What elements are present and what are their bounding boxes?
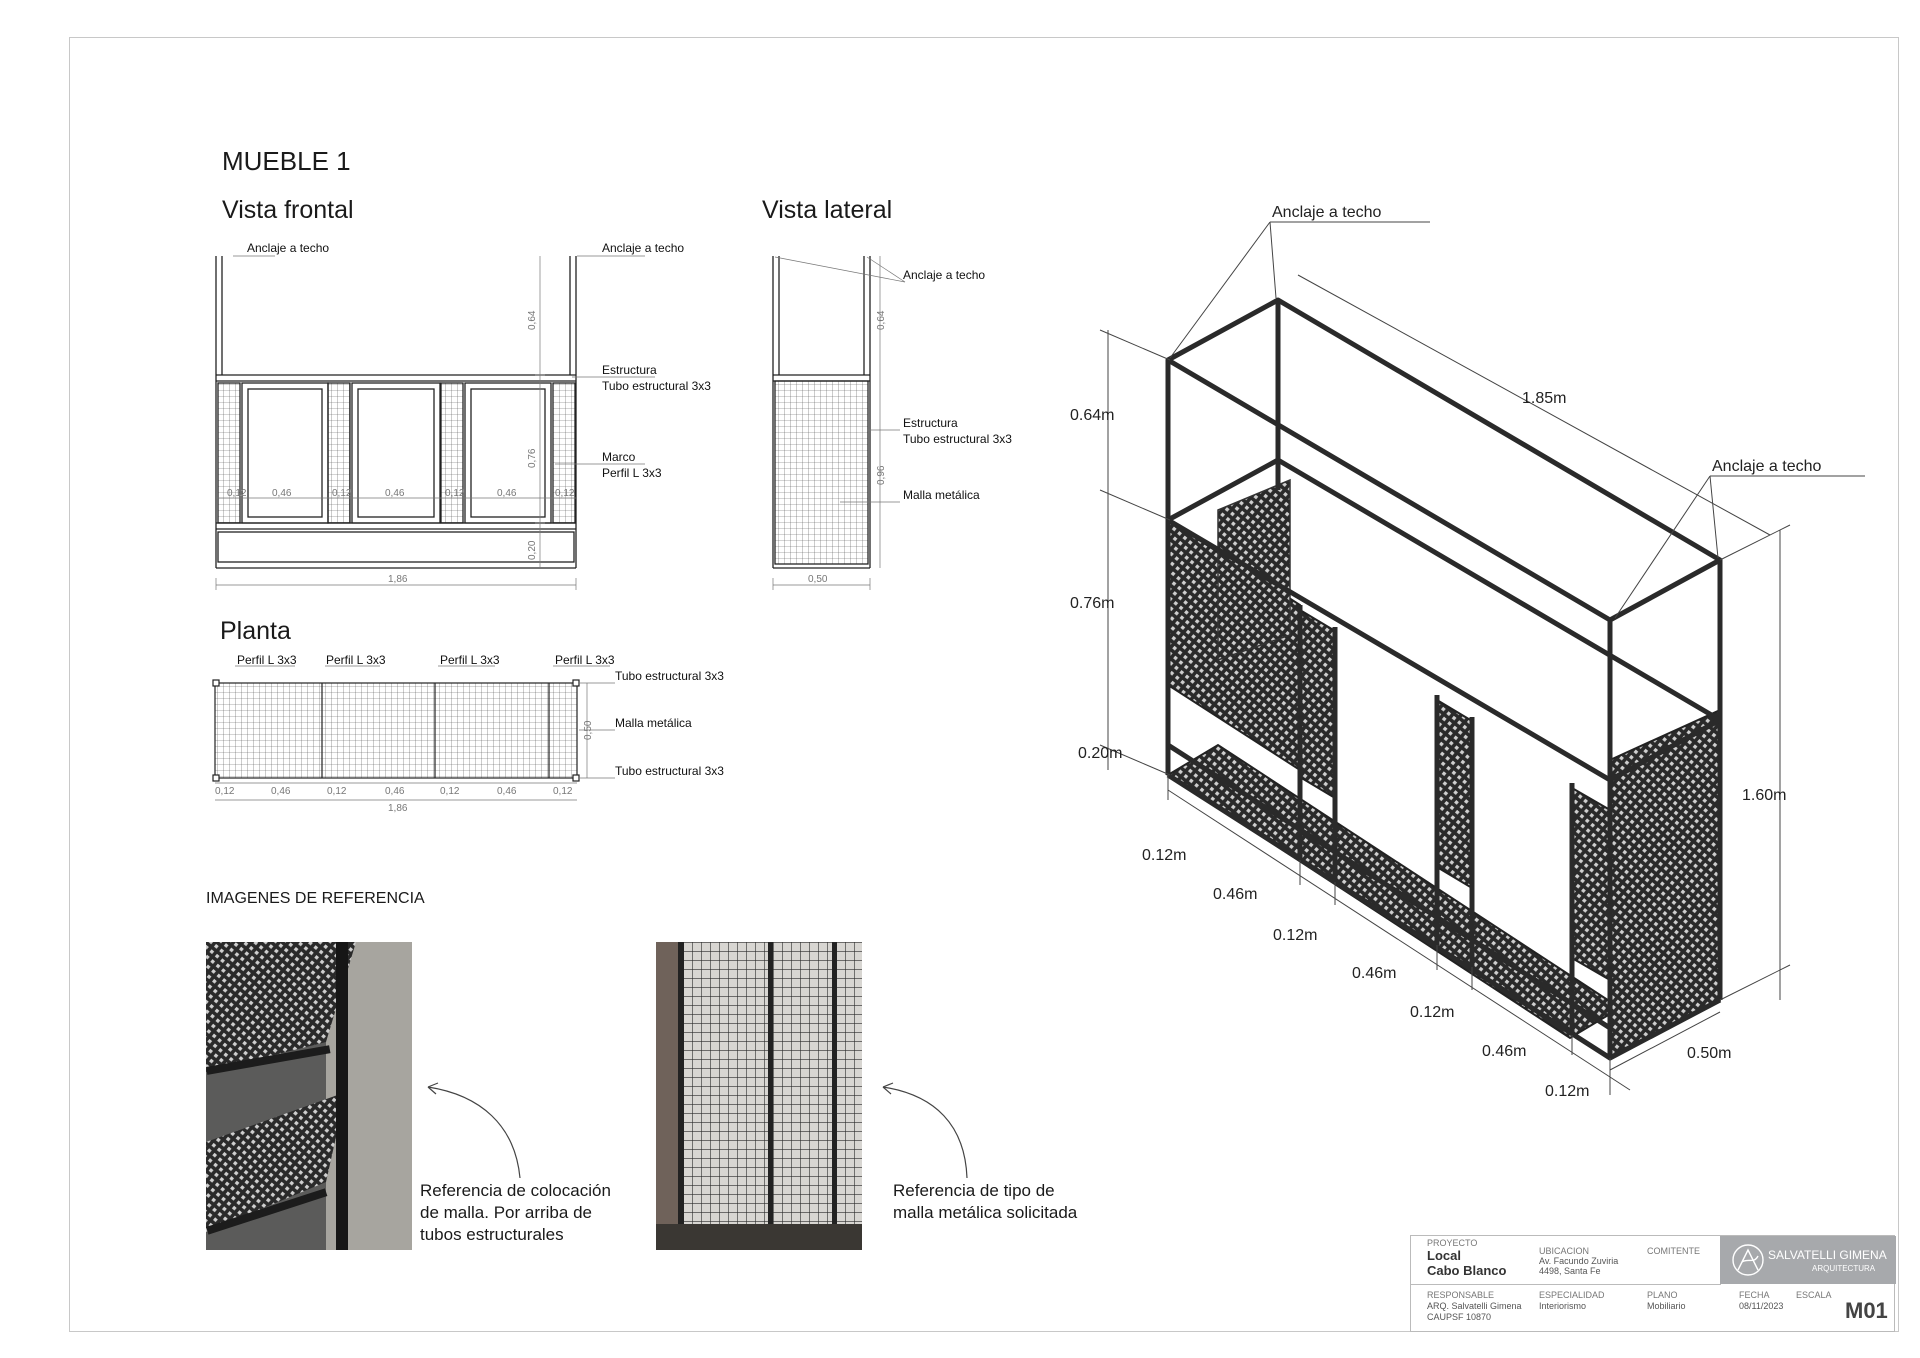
front-dim-076: 0,76 bbox=[527, 448, 538, 468]
front-anchor-right-label: Anclaje a techo bbox=[602, 241, 685, 255]
sheet-title: MUEBLE 1 bbox=[222, 146, 351, 176]
references-header: IMAGENES DE REFERENCIA bbox=[206, 890, 425, 907]
front-dim-total: 1,86 bbox=[388, 574, 408, 585]
iso-length-label: 1.85m bbox=[1522, 390, 1567, 407]
front-dim-012b: 0,12 bbox=[332, 488, 352, 499]
plan-dim-046a: 0,46 bbox=[271, 786, 291, 797]
side-tubo-label: Tubo estructural 3x3 bbox=[903, 432, 1012, 446]
responsable-line-2: CAUPSF 10870 bbox=[1427, 1312, 1492, 1322]
plan-dim-012d: 0,12 bbox=[553, 786, 573, 797]
iso-dim-7: 0.12m bbox=[1545, 1083, 1590, 1100]
plan-dim-total: 1,86 bbox=[388, 803, 408, 814]
proyecto-line-1: Local bbox=[1427, 1248, 1461, 1263]
especialidad-label: ESPECIALIDAD bbox=[1539, 1290, 1605, 1300]
firm-logo-icon bbox=[1730, 1242, 1766, 1278]
plan-dim-046c: 0,46 bbox=[497, 786, 517, 797]
side-dim-width: 0,50 bbox=[808, 574, 828, 585]
responsable-line-1: ARQ. Salvatelli Gimena bbox=[1427, 1301, 1522, 1311]
caption-2-line-1: Referencia de tipo de bbox=[893, 1181, 1055, 1200]
firm-name: SALVATELLI GIMENA bbox=[1768, 1248, 1887, 1262]
front-estructura-label: Estructura bbox=[602, 363, 657, 377]
iso-h-total-label: 1.60m bbox=[1742, 787, 1787, 804]
side-dim-096: 0,96 bbox=[876, 465, 887, 485]
front-dim-020: 0,20 bbox=[527, 540, 538, 560]
ubicacion-line-2: 4498, Santa Fe bbox=[1539, 1266, 1601, 1276]
iso-dim-2: 0.46m bbox=[1213, 886, 1258, 903]
reference-caption-1 bbox=[420, 1180, 611, 1246]
plan-dim-012b: 0,12 bbox=[327, 786, 347, 797]
front-marco-label: Marco bbox=[602, 450, 636, 464]
front-tubo-label: Tubo estructural 3x3 bbox=[602, 379, 711, 393]
proyecto-line-2: Cabo Blanco bbox=[1427, 1263, 1507, 1278]
iso-h-mid-label: 0.76m bbox=[1070, 595, 1115, 612]
plan-dim-012c: 0,12 bbox=[440, 786, 460, 797]
reference-photo-1 bbox=[206, 942, 412, 1250]
iso-dim-1: 0.12m bbox=[1142, 847, 1187, 864]
caption-1-line-1: Referencia de colocación bbox=[420, 1181, 611, 1200]
plan-perfil-4: Perfil L 3x3 bbox=[555, 653, 615, 667]
title-block bbox=[1410, 1235, 1895, 1332]
plan-dim-046b: 0,46 bbox=[385, 786, 405, 797]
plano-value: Mobiliario bbox=[1647, 1301, 1686, 1311]
iso-dim-6: 0.46m bbox=[1482, 1043, 1527, 1060]
front-anchor-left-label: Anclaje a techo bbox=[247, 241, 330, 255]
fecha-label: FECHA bbox=[1739, 1290, 1770, 1300]
iso-h-top-label: 0.64m bbox=[1070, 407, 1115, 424]
front-perfil-label: Perfil L 3x3 bbox=[602, 466, 662, 480]
side-view-title: Vista lateral bbox=[762, 196, 893, 224]
comitente-label: COMITENTE bbox=[1647, 1246, 1700, 1256]
iso-dim-4: 0.46m bbox=[1352, 965, 1397, 982]
plano-label: PLANO bbox=[1647, 1290, 1678, 1300]
reference-caption-2 bbox=[893, 1180, 1077, 1224]
plan-view-drawing bbox=[205, 650, 745, 820]
side-estructura-label: Estructura bbox=[903, 416, 958, 430]
iso-h-low-label: 0.20m bbox=[1078, 745, 1123, 762]
plan-dim-012a: 0,12 bbox=[215, 786, 235, 797]
iso-anchor-right-label: Anclaje a techo bbox=[1712, 458, 1822, 475]
plan-dim-depth: 0,50 bbox=[583, 720, 594, 740]
front-view-drawing bbox=[205, 240, 745, 600]
side-view-drawing bbox=[760, 240, 1060, 600]
especialidad-value: Interiorismo bbox=[1539, 1301, 1587, 1311]
plan-perfil-3: Perfil L 3x3 bbox=[440, 653, 500, 667]
proyecto-label: PROYECTO bbox=[1427, 1238, 1478, 1248]
escala-label: ESCALA bbox=[1796, 1290, 1832, 1300]
firm-subtitle: ARQUITECTURA bbox=[1812, 1264, 1876, 1273]
front-dim-012c: 0,12 bbox=[445, 488, 465, 499]
caption-1-line-2: de malla. Por arriba de bbox=[420, 1203, 592, 1222]
iso-dim-3: 0.12m bbox=[1273, 927, 1318, 944]
plan-malla: Malla metálica bbox=[615, 716, 692, 730]
front-dim-012a: 0,12 bbox=[227, 488, 247, 499]
side-anchor-label: Anclaje a techo bbox=[903, 268, 986, 282]
plan-perfil-1: Perfil L 3x3 bbox=[237, 653, 297, 667]
reference-arrow-1 bbox=[420, 1075, 540, 1185]
front-dim-046a: 0,46 bbox=[272, 488, 292, 499]
ubicacion-line-1: Av. Facundo Zuviria bbox=[1539, 1256, 1619, 1266]
firm-banner bbox=[1720, 1236, 1896, 1284]
iso-depth-label: 0.50m bbox=[1687, 1045, 1732, 1062]
ubicacion-label: UBICACION bbox=[1539, 1246, 1590, 1256]
sheet-code: M01 bbox=[1845, 1298, 1888, 1323]
side-dim-064: 0,64 bbox=[876, 310, 887, 330]
front-dim-012d: 0,12 bbox=[555, 488, 575, 499]
plan-tubo-bottom: Tubo estructural 3x3 bbox=[615, 764, 724, 778]
reference-photo-2 bbox=[656, 942, 862, 1250]
isometric-view-drawing bbox=[1070, 190, 1900, 1120]
front-view-title: Vista frontal bbox=[222, 196, 354, 224]
plan-tubo-top: Tubo estructural 3x3 bbox=[615, 669, 724, 683]
iso-dim-5: 0.12m bbox=[1410, 1004, 1455, 1021]
responsable-label: RESPONSABLE bbox=[1427, 1290, 1495, 1300]
plan-perfil-2: Perfil L 3x3 bbox=[326, 653, 386, 667]
front-dim-046b: 0,46 bbox=[385, 488, 405, 499]
plan-view-title: Planta bbox=[220, 617, 291, 645]
front-dim-064: 0,64 bbox=[527, 310, 538, 330]
fecha-value: 08/11/2023 bbox=[1739, 1301, 1784, 1311]
front-dim-046c: 0,46 bbox=[497, 488, 517, 499]
side-malla-label: Malla metálica bbox=[903, 488, 980, 502]
iso-anchor-top-label: Anclaje a techo bbox=[1272, 204, 1382, 221]
caption-2-line-2: malla metálica solicitada bbox=[893, 1203, 1078, 1222]
reference-arrow-2 bbox=[875, 1075, 995, 1185]
caption-1-line-3: tubos estructurales bbox=[420, 1225, 564, 1244]
